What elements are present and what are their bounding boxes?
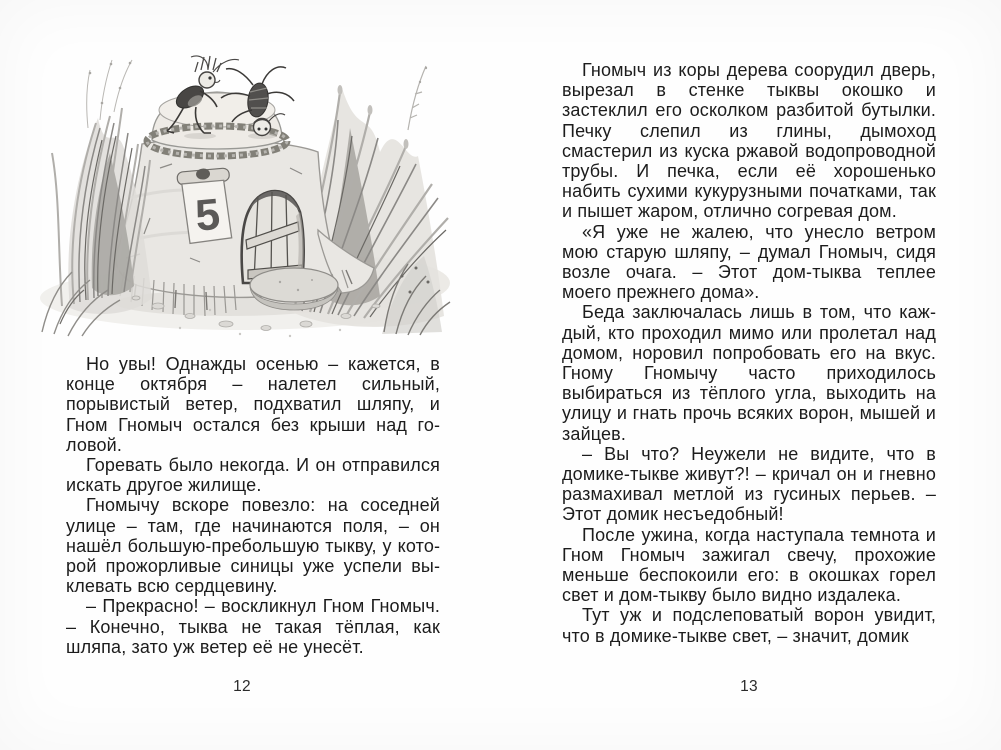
paragraph: Гномычу вскоре повезло: на соседней улице – там, где начинаются поля, – он нашёл большую-пребольшую тыкву, у которой прожорливые синицы уже успели выклевать всю сердцевину. — [66, 495, 440, 597]
page-number-13: 13 — [740, 678, 758, 695]
page-number-12: 12 — [233, 678, 251, 695]
paragraph: Беда заключалась лишь в том, что каждый, кто проходил мимо или пролетал над домом, норовил попробовать его на вкус. Гному Гномычу часто приходилось выбираться из тёплого угла, выходить на улицу и гнать прочь всяких ворон, мышей и зайцев. — [562, 302, 936, 444]
page-12-text — [66, 354, 440, 657]
page-13-text — [562, 60, 936, 646]
paragraph: «Я уже не жалею, что унесло ветром мою старую шляпу, – думал Гномыч, сидя возле очага. – Этот дом-тыква теплее моего прежнего дома». — [562, 221, 936, 303]
pumpkin-house-illustration — [40, 48, 460, 348]
paragraph: После ужина, когда наступала темнота и Гном Гномыч зажигал свечу, прохожие меньше беспокоили его: в окошках горел свет и дом-тыкву было видно издалека. — [562, 524, 936, 606]
house-number: 5 — [193, 189, 222, 241]
stone-step — [250, 268, 338, 310]
paragraph: Горевать было некогда. И он отправился искать другое жилище. — [66, 455, 440, 496]
paragraph: – Прекрасно! – воскликнул Гном Гномыч. – Конечно, тыква не такая тёплая, как шляпа, зато уж ветер её не унесёт. — [66, 596, 440, 657]
paragraph: Но увы! Однажды осенью – кажется, в конце октября – налетел сильный, порывистый ветер, подхватил шляпу, и Гном Гномыч остался без крыши над головой. — [66, 354, 440, 455]
paragraph: – Вы что? Неужели не видите, что в домике-тыкве живут?! – кричал он и гневно размахивал метлой из гусиных перьев. – Этот домик несъедобный! — [562, 443, 936, 525]
paragraph: Гномыч из коры дерева соорудил дверь, вырезал в стенке тыквы окошко и застеклил его осколком разбитой бутылки. Печку слепил из глины, дымоход смастерил из куска ржавой водопроводной трубы. И печка, если её хорошенько набить сухими кукурузными початками, так и пышет жаром, отлично согревая дом. — [562, 60, 936, 222]
paragraph: Тут уж и подслеповатый ворон увидит, что в домике-тыкве свет, – значит, домик — [562, 605, 936, 646]
illustration-canvas — [40, 48, 460, 348]
